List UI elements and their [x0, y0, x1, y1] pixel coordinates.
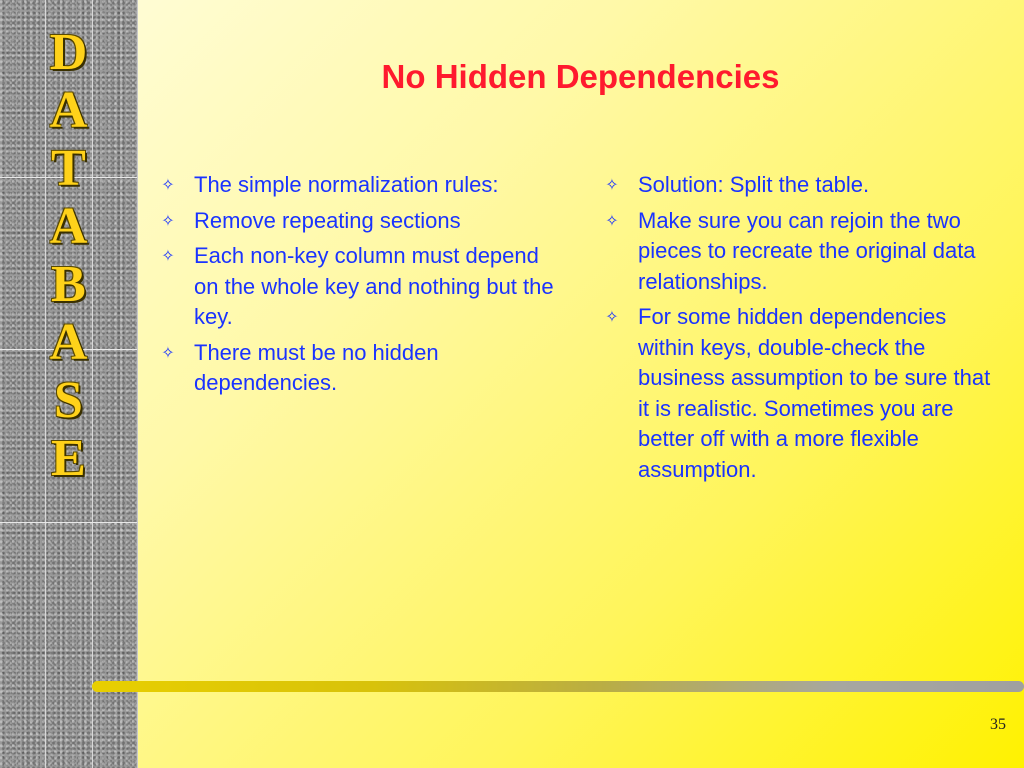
bullet-text: Remove repeating sections — [194, 207, 461, 233]
bullet-text: Make sure you can rejoin the two pieces to recreate the original data relationships. — [638, 207, 976, 294]
list-item — [600, 302, 1005, 485]
four-point-star-icon: ✧ — [605, 210, 619, 230]
list-item — [156, 241, 556, 333]
four-point-star-icon: ✧ — [161, 175, 175, 194]
sidebar-letter: S — [54, 372, 83, 429]
list-item — [600, 170, 1005, 201]
granite-sidebar — [0, 0, 138, 768]
list-item — [156, 170, 556, 201]
four-point-star-icon: ✧ — [161, 246, 175, 265]
database-wordmark — [0, 24, 137, 488]
footer-rule — [92, 681, 1024, 692]
sidebar-letter: A — [49, 314, 88, 371]
sidebar-letter: B — [51, 256, 86, 313]
slide-title: No Hidden Dependencies — [381, 58, 780, 95]
four-point-star-icon: ✧ — [605, 307, 619, 326]
four-point-star-icon: ✧ — [161, 342, 175, 362]
bullet-text: The simple normalization rules: — [194, 172, 499, 197]
right-bullet-list — [600, 170, 1005, 490]
sidebar-letter: D — [49, 24, 88, 81]
page-number: 35 — [990, 716, 1006, 733]
sidebar-letter: T — [51, 140, 86, 197]
sidebar-letter: A — [49, 82, 88, 139]
list-item — [156, 338, 556, 399]
list-item — [600, 206, 1005, 298]
bullet-text: For some hidden dependencies within keys, double-check the business assumption to be sure that it is realistic. Sometimes you are better off with a more flexible assumption. — [638, 304, 991, 482]
left-bullet-list — [156, 170, 556, 404]
bullet-text: There must be no hidden dependencies. — [194, 339, 439, 395]
four-point-star-icon: ✧ — [161, 210, 175, 230]
bullet-text: Each non-key column must depend on the whole key and nothing but the key. — [194, 243, 554, 329]
four-point-star-icon: ✧ — [605, 175, 619, 194]
sidebar-divider — [0, 522, 137, 523]
sidebar-letter: E — [51, 430, 86, 487]
list-item — [156, 206, 556, 237]
bullet-text: Solution: Split the table. — [638, 172, 870, 197]
sidebar-letter: A — [49, 198, 88, 255]
